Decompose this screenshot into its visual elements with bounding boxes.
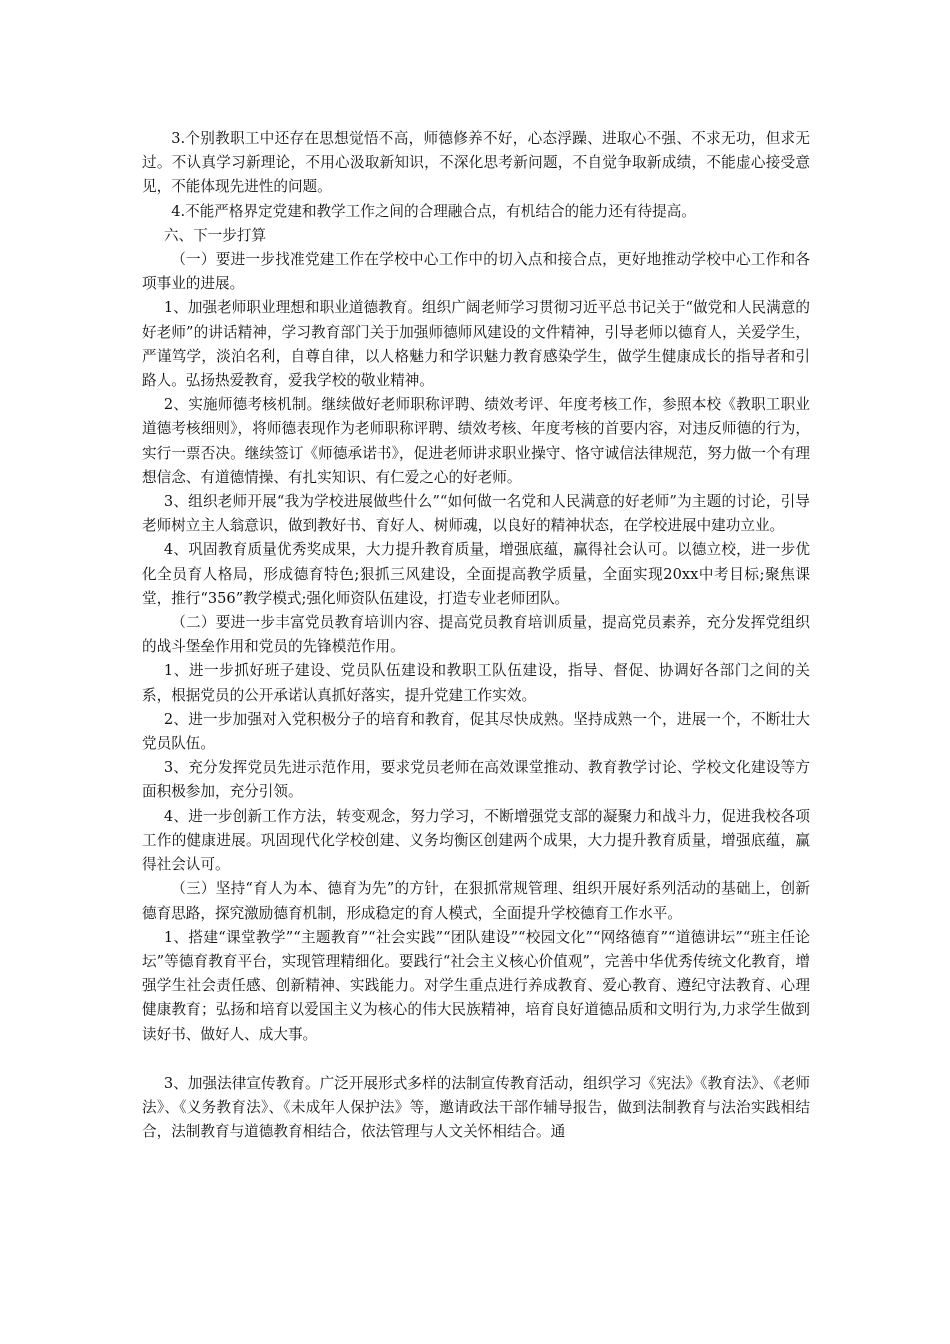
subsection-heading-3: （三）坚持“育人为本、德育为先”的方针，在狠抓常规管理、组织开展好系列活动的基础上，创新德育思路，探究激励德育机制，形成稳定的育人模式，全面提升学校德育工作水平。 xyxy=(142,880,810,922)
paragraph-problem-4: 4.不能严格界定党建和教学工作之间的合理融合点，有机结合的能力还有待提高。 xyxy=(171,202,696,220)
paragraph-item-1-1: 1、加强老师职业理想和职业道德教育。组织广阔老师学习贯彻习近平总书记关于“做党和人民满意的好老师”的讲话精神，学习教育部门关于加强师德师风建设的文件精神，引导老师以德育人，关爱学生，严谨笃学，淡泊名利，自尊自律，以人格魅力和学识魅力教育感染学生，做学生健康成长的指导者和引路人。弘扬热爱教育，爱我学校的敬业精神。 xyxy=(142,299,810,390)
subsection-heading-2: （二）要进一步丰富党员教育培训内容、提高党员教育培训质量，提高党员素养，充分发挥党组织的战斗堡垒作用和党员的先锋模范作用。 xyxy=(142,614,810,656)
paragraph-problem-3: 3.个别教职工中还存在思想觉悟不高，师德修养不好，心态浮躁、进取心不强、不求无功，但求无过。不认真学习新理论，不用心汲取新知识，不深化思考新问题，不自觉争取新成绩，不能虚心接受意见，不能体现先进性的问题。 xyxy=(142,130,810,196)
paragraph-item-3-1: 1、搭建“课堂教学”“主题教育”“社会实践”“团队建设”“校园文化”“网络德育”“道德讲坛”“班主任论坛”等德育教育平台，实现管理精细化。要践行“社会主义核心价值观”，完善中华优秀传统文化教育，增强学生社会责任感、创新精神、实践能力。对学生重点进行养成教育、爱心教育、遵纪守法教育、心理健康教育；弘扬和培育以爱国主义为核心的伟大民族精神，培育良好道德品质和文明行为,力求学生做到读好书、做好人、成大事。 xyxy=(142,928,810,1043)
paragraph-item-1-2: 2、实施师德考核机制。继续做好老师职称评聘、绩效考评、年度考核工作，参照本校《教职工职业道德考核细则》，将师德表现作为老师职称评聘、绩效考核、年度考核的首要内容，对违反师德的行为，实行一票否决。继续签订《师德承诺书》，促进老师讲求职业操守、恪守诚信法律规范，努力做一个有理想信念、有道德情操、有扎实知识、有仁爱之心的好老师。 xyxy=(142,396,810,486)
paragraph-item-2-2: 2、进一步加强对入党积极分子的培育和教育，促其尽快成熟。坚持成熟一个，进展一个，不断壮大党员队伍。 xyxy=(142,710,810,753)
paragraph-item-2-1: 1、进一步抓好班子建设、党员队伍建设和教职工队伍建设，指导、督促、协调好各部门之间的关系，根据党员的公开承诺认真抓好落实，提升党建工作实效。 xyxy=(142,662,810,704)
paragraph-gap xyxy=(142,1047,810,1072)
paragraph-item-1-4: 4、巩固教育质量优秀奖成果，大力提升教育质量，增强底蕴，赢得社会认可。以德立校，进一步优化全员育人格局，形成德育特色;狠抓三风建设，全面提高教学质量，全面实现20xx中考目标;聚焦课堂，推行“356”教学模式;强化师资队伍建设，打造专业老师团队。 xyxy=(142,541,810,607)
paragraph-item-1-3: 3、组织老师开展“我为学校进展做些什么”“如何做一名党和人民满意的好老师”为主题的讨论，引导老师树立主人翁意识，做到教好书、育好人、树师魂，以良好的精神状态，在学校进展中建功立业。 xyxy=(142,493,810,535)
subsection-heading-1: （一）要进一步找准党建工作在学校中心工作中的切入点和接合点，更好地推动学校中心工作和各项事业的进展。 xyxy=(142,251,810,293)
paragraph-item-3-3: 3、加强法律宣传教育。广泛开展形式多样的法制宣传教育活动，组织学习《宪法》《教育法》、《老师法》、《义务教育法》、《未成年人保护法》等，邀请政法干部作辅导报告，做到法制教育与法治实践相结合，法制教育与道德教育相结合，依法管理与人文关怀相结合。通 xyxy=(142,1074,810,1141)
paragraph-item-2-3: 3、充分发挥党员先进示范作用，要求党员老师在高效课堂推动、教育教学讨论、学校文化建设等方面积极参加，充分引领。 xyxy=(142,759,810,801)
section-heading-next-steps: 六、下一步打算 xyxy=(163,226,267,244)
paragraph-item-2-4: 4、进一步创新工作方法，转变观念，努力学习，不断增强党支部的凝聚力和战斗力，促进我校各项工作的健康进展。巩固现代化学校创建、义务均衡区创建两个成果，大力提升教育质量，增强底蕴，赢得社会认可。 xyxy=(142,807,810,874)
document-page xyxy=(142,127,810,1144)
